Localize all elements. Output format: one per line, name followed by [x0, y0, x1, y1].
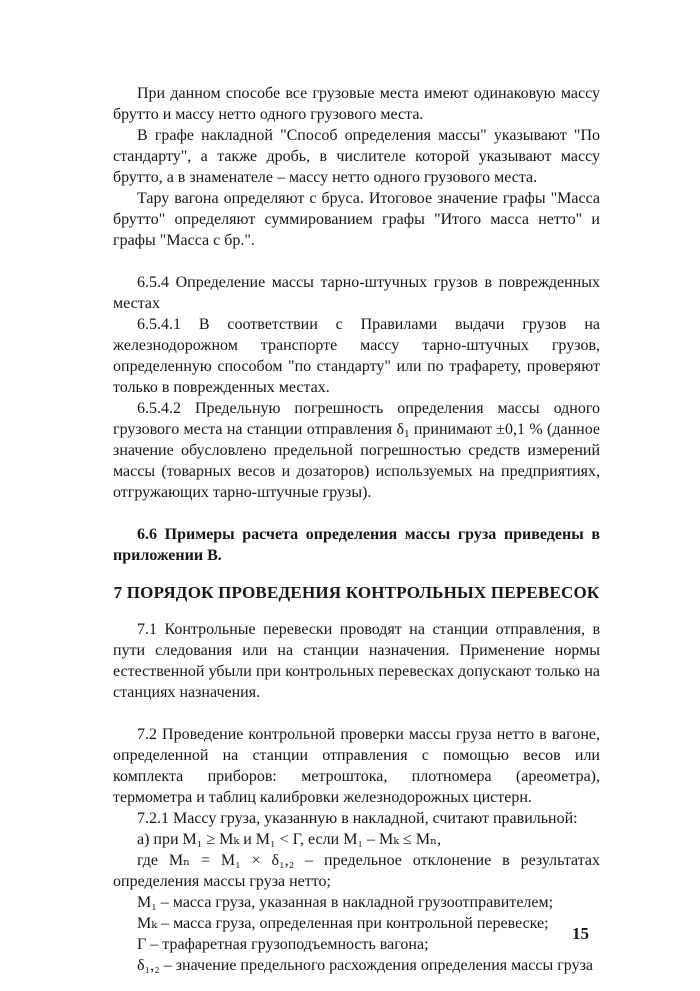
spacer — [113, 251, 600, 272]
paragraph-waybill-method: В графе накладной "Способ определения массы" указывают "По стандарту", а также дробь, в числителе которой указывают массу брутто, а в знаменателе – массу нетто одного грузового места. — [113, 127, 600, 186]
spacer — [113, 603, 600, 619]
paragraph-6-5-4-2-text-b: принимают ±0,1 % (данное значение обусловлено предельной погрешностью средств измерений массы (товарных весов и дозаторов) используемых на предприятиях, отгружающих тарно-штучные грузы). — [113, 421, 601, 501]
definition-delta: δ₁,₂ – значение предельного расхождения определения массы груза — [137, 957, 593, 974]
spacer — [113, 503, 600, 524]
section-7-heading: 7 ПОРЯДОК ПРОВЕДЕНИЯ КОНТРОЛЬНЫХ ПЕРЕВЕСОК — [113, 583, 600, 602]
paragraph-6-5-4-2-text-a: 6.5.4.2 Предельную погрешность определения массы одного грузового места на станции отправления δ — [113, 400, 600, 438]
paragraph-7-2: 7.2 Проведение контрольной проверки массы груза нетто в вагоне, определенной на станции отправления с помощью весов или комплекта приборов: метроштока, плотномера (ареометра), термометра и таблиц калибровки железнодорожных цистерн. — [113, 726, 600, 806]
paragraph-6-5-4-1: 6.5.4.1 В соответствии с Правилами выдачи грузов на железнодорожном транспорте массу тарно-штучных грузов, определенную способом "по стандарту" или по трафарету, проверяют только в поврежденных местах. — [113, 316, 600, 396]
condition-a: а) при M₁ ≥ Mₖ и M₁ < Г, если M₁ – Mₖ ≤ Mₙ, — [137, 831, 441, 848]
definition-mk: Mₖ – масса груза, определенная при контрольной перевеске; — [137, 915, 549, 932]
definition-mp: где Mₙ = M₁ × δ₁,₂ – предельное отклонение в результатах определения массы груза нетто; — [113, 852, 600, 890]
page-body — [113, 83, 600, 976]
spacer — [113, 703, 600, 724]
paragraph-tare-wagon: Тару вагона определяют с бруса. Итоговое значение графы "Масса брутто" определяют суммированием графы "Итого масса нетто" и графы "Масса с бр.". — [113, 190, 600, 249]
section-6-5-4-title: 6.5.4 Определение массы тарно-штучных грузов в поврежденных местах — [113, 274, 600, 312]
paragraph-packages-equal-mass: При данном способе все грузовые места имеют одинаковую массу брутто и массу нетто одного грузового места. — [113, 85, 600, 123]
paragraph-7-2-1: 7.2.1 Массу груза, указанную в накладной, считают правильной: — [137, 810, 578, 827]
paragraph-7-1: 7.1 Контрольные перевески проводят на станции отправления, в пути следования или на станции назначения. Применение нормы естественной убыли при контрольных перевесках допускают только на станциях назначения. — [113, 621, 600, 701]
definition-m1: M₁ – масса груза, указанная в накладной грузоотправителем; — [137, 894, 554, 911]
delta-subscript: 1 — [404, 428, 410, 440]
definition-g: Г – трафаретная грузоподъемность вагона; — [137, 936, 429, 953]
spacer — [113, 566, 600, 582]
paragraph-6-5-4-2 — [113, 398, 600, 503]
paragraph-6-6-examples: 6.6 Примеры расчета определения массы груза приведены в приложении В. — [113, 526, 600, 564]
page-number: 15 — [572, 924, 589, 943]
